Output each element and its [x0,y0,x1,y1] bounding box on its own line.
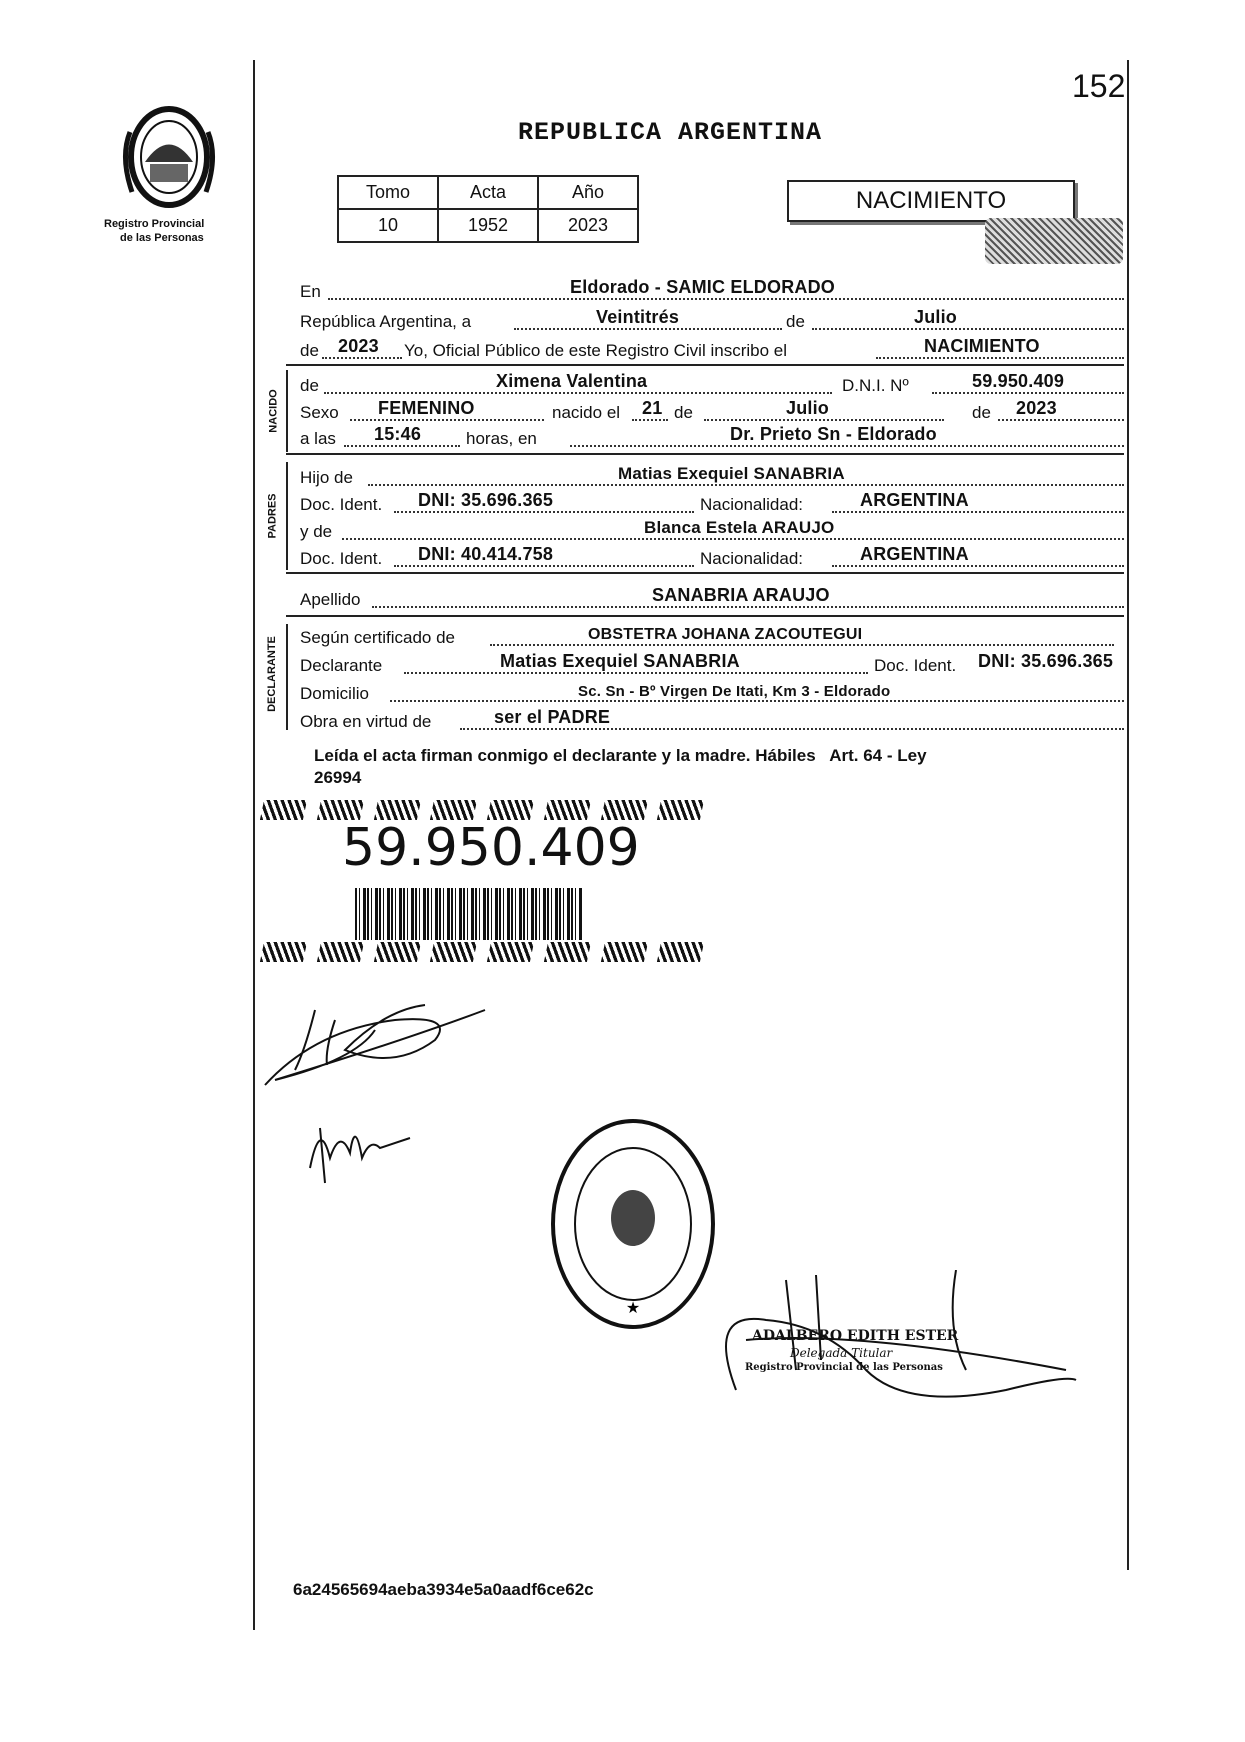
mother-signature [300,1108,420,1188]
born-sex-row [300,399,1124,425]
day-dots [632,419,668,421]
by-label: Obra en virtud de [300,712,432,731]
closing-line-1: Leída el acta firman conmigo el declarante y la madre. Hábiles Art. 64 - Ley [314,746,927,765]
born-name-dots [324,392,832,394]
declarant-doc: DNI: 35.696.365 [978,651,1114,671]
logo-caption-line1: Registro Provincial [104,218,205,230]
declarant-signature [255,990,495,1090]
cert-dots [490,644,1114,646]
barcode [355,888,583,940]
place-value: Eldorado - SAMIC ELDORADO [570,277,835,297]
mother-doc-label: Doc. Ident. [300,549,383,568]
father-dots [368,484,1124,486]
father-doc-dots [394,511,694,513]
time-dots [344,445,460,447]
dni-dots [932,392,1124,394]
divider-1 [286,364,1124,366]
date-dots-1 [514,328,782,330]
acta-header: Acta [438,176,538,209]
mother-row [300,518,1124,544]
born-place-dots [570,445,1124,447]
cert-value: OBSTETRA JOHANA ZACOUTEGUI [588,626,863,643]
right-margin-line [1127,60,1129,1570]
surname-dots [372,606,1124,608]
official-name: ADALBERO EDITH ESTER [752,1328,959,1344]
province-logo [120,102,218,212]
logo-caption-line2: de las Personas [120,232,204,244]
mother-nat: ARGENTINA [860,544,969,564]
svg-text:★: ★ [625,1298,641,1317]
address-value: Sc. Sn - Bº Virgen De Itati, Km 3 - Eldorado [578,683,891,700]
address-row [300,680,1124,706]
by-dots [460,728,1124,730]
section-born-label: NACIDO [267,389,280,433]
declarant-bracket [286,624,288,730]
mother-nat-dots [832,565,1124,567]
father-nat-dots [832,511,1124,513]
born-dni: 59.950.409 [972,371,1065,391]
father-doc-label: Doc. Ident. [300,495,383,514]
sex-value: FEMENINO [378,398,475,418]
born-bracket [286,370,288,452]
father-nat-label: Nacionalidad: [700,495,804,514]
place-row [300,278,1124,304]
record-table [337,175,639,243]
declarant-label: Declarante [300,656,383,675]
father-name: Matias Exequiel SANABRIA [618,464,845,483]
de-label: de [786,312,805,331]
by-row [300,708,1124,734]
born-day: 21 [642,398,663,418]
year-de-label: de [300,341,319,360]
time-label: a las [300,429,336,448]
date-dots-2 [812,328,1124,330]
born-year: 2023 [1016,398,1057,418]
mother-doc-dots [394,565,694,567]
father-doc: DNI: 35.696.365 [418,490,554,510]
father-row [300,464,1124,490]
sex-dots [350,419,544,421]
id-number: 59.950.409 [342,818,640,878]
official-office: Registro Provincial de las Personas [745,1362,943,1373]
father-nat: ARGENTINA [860,490,969,510]
year-row [300,337,1124,363]
address-dots [390,700,1124,702]
year-value: 2023 [338,336,379,356]
sex-label: Sexo [300,403,339,422]
declarant-doc-label: Doc. Ident. [874,656,957,675]
year-dots [322,357,402,359]
date-row [300,308,1124,334]
section-declarant-label: DECLARANTE [265,636,278,712]
born-time: 15:46 [374,424,422,444]
born-de-label: de [300,376,319,395]
hours-label: horas, en [466,429,537,448]
closing-line-2: 26994 [314,768,362,787]
born-place: Dr. Prieto Sn - Eldorado [730,424,937,444]
declarant-name: Matias Exequiel SANABRIA [500,651,740,671]
anio-value: 2023 [538,209,638,242]
father-label: Hijo de [300,468,353,487]
parents-bracket [286,462,288,570]
born-year-dots [998,419,1124,421]
page-title: REPUBLICA ARGENTINA [518,118,823,147]
security-band-bottom [262,942,702,964]
divider-4 [286,615,1124,617]
dni-label: D.N.I. Nº [842,376,909,395]
born-on-label: nacido el [552,403,621,422]
month-value: Julio [914,307,958,327]
mother-name: Blanca Estela ARAUJO [644,518,835,537]
cert-label: Según certificado de [300,628,455,647]
divider-2 [286,453,1124,455]
place-dots [328,298,1124,300]
born-name: Ximena Valentina [496,371,648,391]
mother-dots [342,538,1124,540]
born-month-dots [704,419,944,421]
document-hash: 6a24565694aeba3934e5a0aadf6ce62c [293,1580,594,1599]
cert-row [300,624,1124,650]
type-dots [876,357,1124,359]
born-name-row [300,372,1124,398]
by-value: ser el PADRE [494,707,611,727]
declarant-row [300,652,1124,678]
born-month: Julio [786,398,830,418]
record-type-box: NACIMIENTO [787,180,1075,222]
born-de1-label: de [674,403,693,422]
type-value: NACIMIENTO [924,336,1040,356]
surname-label: Apellido [300,590,361,609]
tomo-value: 10 [338,209,438,242]
official-role: Delegada Titular [790,1346,893,1360]
surname-row [300,586,1124,612]
left-margin-line [253,60,255,1630]
place-label: En [300,282,321,301]
date-label: República Argentina, a [300,312,472,331]
anio-header: Año [538,176,638,209]
mother-doc-row [300,545,1124,571]
declarant-dots [404,672,868,674]
mother-doc: DNI: 40.414.758 [418,544,554,564]
small-stamp [985,218,1123,264]
tomo-header: Tomo [338,176,438,209]
surname-value: SANABRIA ARAUJO [652,585,830,605]
section-parents-label: PADRES [266,493,279,539]
divider-3 [286,572,1124,574]
mother-nat-label: Nacionalidad: [700,549,804,568]
born-time-row [300,425,1124,451]
address-label: Domicilio [300,684,369,703]
day-words: Veintitrés [596,307,680,327]
official-seal [550,1118,716,1330]
mother-label: y de [300,522,333,541]
official-signature [706,1270,1086,1420]
father-doc-row [300,491,1124,517]
acta-value: 1952 [438,209,538,242]
page-number: 152 [1072,68,1126,104]
born-de2-label: de [972,403,991,422]
inscribo-label: Yo, Oficial Público de este Registro Civil inscribo el [404,341,787,360]
